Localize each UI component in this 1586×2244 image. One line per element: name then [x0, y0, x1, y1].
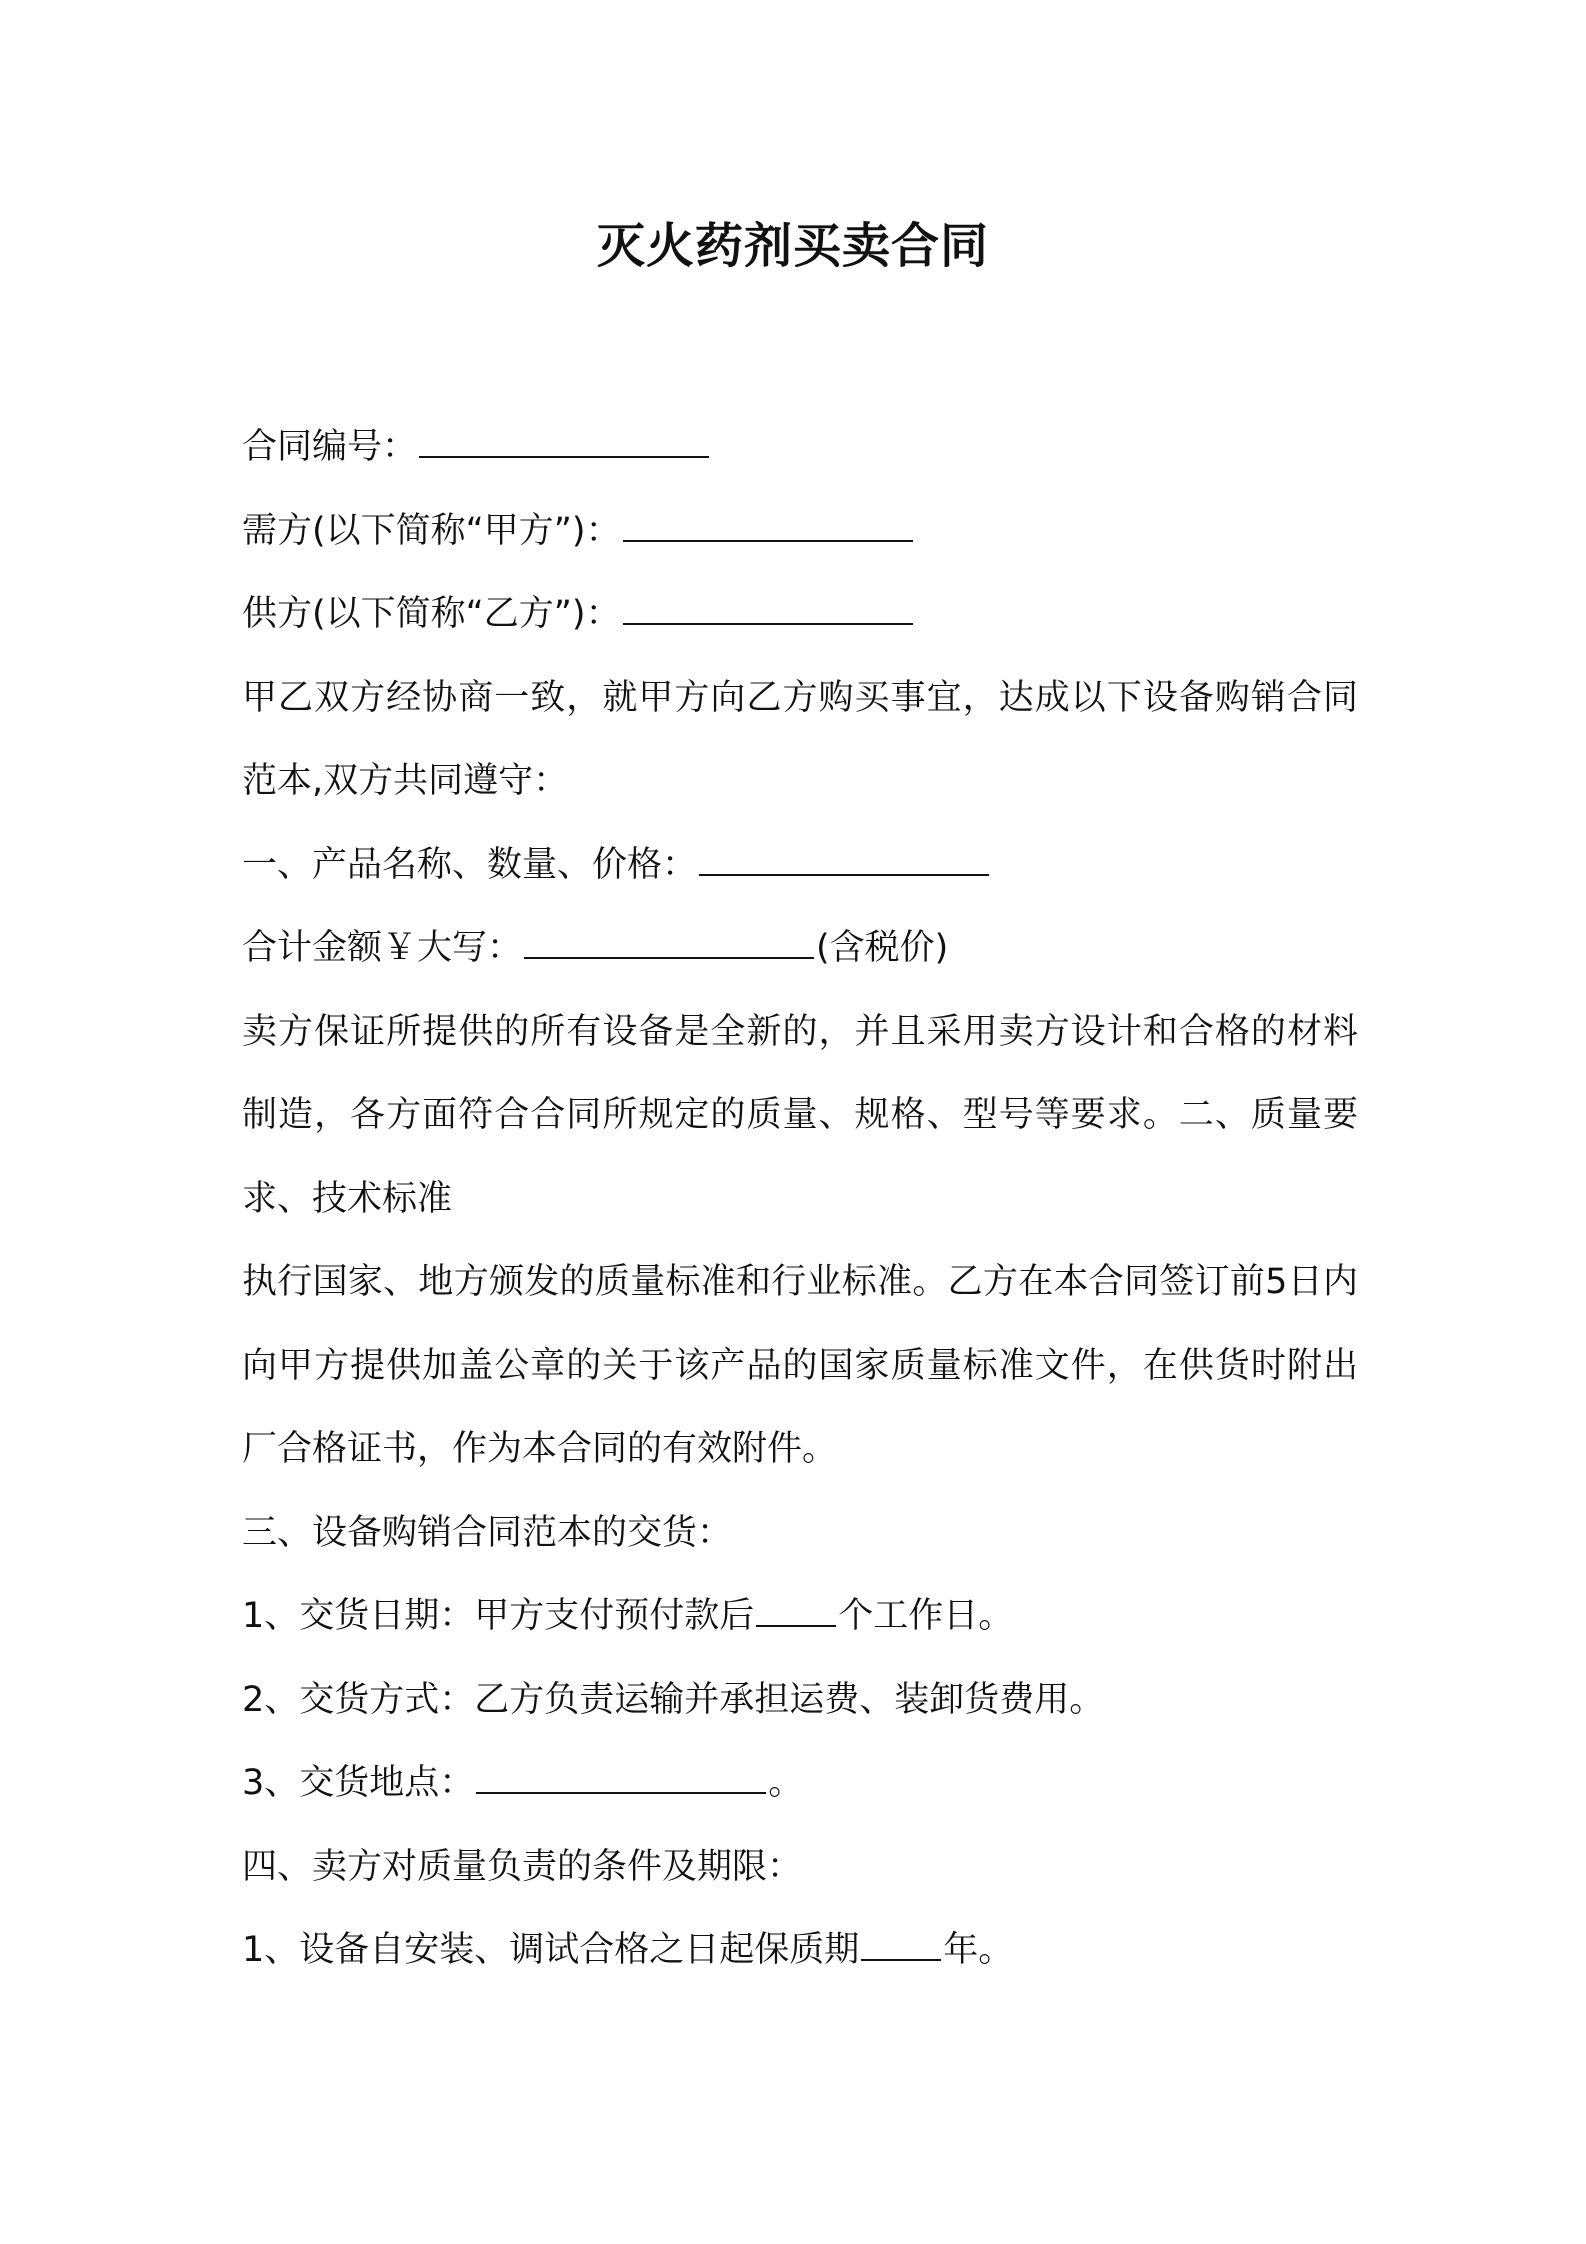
contract-number-blank	[419, 426, 709, 458]
delivery-date-blank	[756, 1595, 836, 1627]
section1-blank	[699, 844, 989, 876]
section1-line	[242, 824, 1358, 908]
party-b-blank	[623, 593, 913, 625]
intro-paragraph: 甲乙双方经协商一致，就甲方向乙方购买事宜，达成以下设备购销合同范本,双方共同遵守：	[242, 677, 1358, 801]
total-amount-label: 合计金额￥大写：	[242, 928, 523, 968]
delivery-place-line	[242, 1742, 1358, 1826]
party-a-blank	[623, 510, 913, 542]
party-b-label: 供方(以下简称“乙方”)：	[242, 594, 621, 634]
delivery-place-prefix: 3、交货地点：	[242, 1763, 475, 1803]
delivery-date-prefix: 1、交货日期：甲方支付预付款后	[242, 1596, 755, 1636]
party-b-line	[242, 573, 1358, 657]
document-body	[242, 406, 1358, 1993]
contract-number-label: 合同编号：	[242, 427, 418, 467]
section4-title: 四、卖方对质量负责的条件及期限：	[242, 1846, 803, 1887]
delivery-date-line	[242, 1575, 1358, 1659]
warranty-blank	[861, 1929, 941, 1961]
section3-title: 三、设备购销合同范本的交货：	[242, 1512, 733, 1553]
quality-paragraph: 卖方保证所提供的所有设备是全新的，并且采用卖方设计和合格的材料制造，各方面符合合同所规定的质量、规格、型号等要求。二、质量要求、技术标准	[242, 1011, 1358, 1219]
party-a-label: 需方(以下简称“甲方”)：	[242, 510, 621, 551]
contract-number-line	[242, 406, 1358, 490]
total-amount-blank	[524, 927, 814, 959]
standards-paragraph: 执行国家、地方颁发的质量标准和行业标准。乙方在本合同签订前5日内向甲方提供加盖公章的关于该产品的国家质量标准文件，在供货时附出厂合格证书，作为本合同的有效附件。	[242, 1262, 1358, 1469]
total-amount-line	[242, 907, 1358, 991]
party-a-line	[242, 490, 1358, 574]
delivery-method-line: 2、交货方式：乙方负责运输并承担运费、装卸货费用。	[242, 1679, 1105, 1720]
total-amount-suffix: (含税价)	[816, 928, 949, 968]
warranty-line	[242, 1909, 1358, 1993]
warranty-prefix: 1、设备自安装、调试合格之日起保质期	[242, 1930, 860, 1970]
section1-label: 一、产品名称、数量、价格：	[242, 844, 698, 885]
document-title: 灭火药剂买卖合同	[596, 218, 989, 274]
warranty-suffix: 年。	[943, 1930, 1014, 1970]
delivery-place-suffix: 。	[768, 1763, 804, 1803]
delivery-date-suffix: 个工作日。	[838, 1596, 1014, 1636]
delivery-place-blank	[476, 1762, 766, 1794]
